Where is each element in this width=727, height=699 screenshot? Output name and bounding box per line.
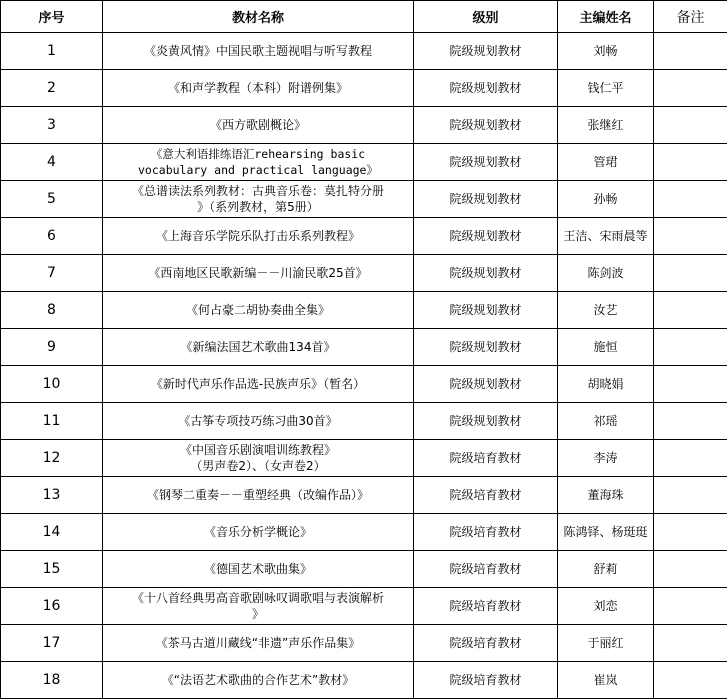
cell-no: 8 <box>1 292 103 329</box>
cell-editor: 陈剑波 <box>558 255 654 292</box>
cell-editor: 管珺 <box>558 144 654 181</box>
cell-level: 院级培育教材 <box>414 551 558 588</box>
cell-level: 院级规划教材 <box>414 107 558 144</box>
title-line: 》（系列教材，第5册） <box>105 199 411 215</box>
cell-editor: 胡晓娟 <box>558 366 654 403</box>
cell-level: 院级规划教材 <box>414 144 558 181</box>
cell-editor: 王洁、宋雨晨等 <box>558 218 654 255</box>
cell-note <box>654 477 727 514</box>
cell-no: 4 <box>1 144 103 181</box>
title-line: 《古筝专项技巧练习曲30首》 <box>105 413 411 429</box>
cell-title <box>103 440 414 477</box>
title-line: 《茶马古道川藏线“非遗”声乐作品集》 <box>105 635 411 651</box>
title-line: 《新编法国艺术歌曲134首》 <box>105 339 411 355</box>
cell-title <box>103 329 414 366</box>
title-line: 《“法语艺术歌曲的合作艺术”教材》 <box>105 672 411 688</box>
cell-editor: 陈鸿铎、杨珽珽 <box>558 514 654 551</box>
cell-note <box>654 403 727 440</box>
cell-note <box>654 514 727 551</box>
cell-level: 院级规划教材 <box>414 403 558 440</box>
title-line: （男声卷2）、（女声卷2） <box>105 458 411 474</box>
table-row <box>1 33 727 70</box>
table-body <box>1 33 727 699</box>
cell-title <box>103 107 414 144</box>
table-row <box>1 551 727 588</box>
cell-title <box>103 588 414 625</box>
cell-level: 院级培育教材 <box>414 514 558 551</box>
table-row <box>1 329 727 366</box>
cell-title <box>103 403 414 440</box>
cell-editor: 孙畅 <box>558 181 654 218</box>
cell-level: 院级规划教材 <box>414 70 558 107</box>
cell-level: 院级规划教材 <box>414 218 558 255</box>
table-row <box>1 440 727 477</box>
header-title: 教材名称 <box>103 1 414 33</box>
table-row <box>1 70 727 107</box>
title-line: vocabulary and practical language》 <box>105 162 411 178</box>
title-line: 《意大利语排练语汇rehearsing basic <box>105 146 411 162</box>
cell-no: 18 <box>1 662 103 699</box>
cell-level: 院级培育教材 <box>414 662 558 699</box>
cell-title <box>103 551 414 588</box>
cell-level: 院级规划教材 <box>414 366 558 403</box>
cell-note <box>654 33 727 70</box>
cell-title <box>103 144 414 181</box>
cell-title <box>103 366 414 403</box>
cell-level: 院级规划教材 <box>414 33 558 70</box>
cell-note <box>654 440 727 477</box>
title-line: 《和声学教程（本科）附谱例集》 <box>105 80 411 96</box>
table-row <box>1 218 727 255</box>
cell-editor: 刘恋 <box>558 588 654 625</box>
cell-editor: 刘畅 <box>558 33 654 70</box>
cell-note <box>654 181 727 218</box>
cell-note <box>654 662 727 699</box>
title-line: 《钢琴二重奏－－重塑经典（改编作品）》 <box>105 487 411 503</box>
cell-title <box>103 70 414 107</box>
header-level: 级别 <box>414 1 558 33</box>
title-line: 《中国音乐剧演唱训练教程》 <box>105 442 411 458</box>
cell-level: 院级培育教材 <box>414 625 558 662</box>
cell-title <box>103 292 414 329</box>
cell-editor: 施恒 <box>558 329 654 366</box>
cell-editor: 崔岚 <box>558 662 654 699</box>
cell-editor: 张继红 <box>558 107 654 144</box>
table-row <box>1 144 727 181</box>
cell-no: 13 <box>1 477 103 514</box>
cell-note <box>654 551 727 588</box>
table-row <box>1 514 727 551</box>
cell-editor: 李涛 <box>558 440 654 477</box>
title-line: 《何占豪二胡协奏曲全集》 <box>105 302 411 318</box>
table-row <box>1 181 727 218</box>
cell-note <box>654 292 727 329</box>
cell-level: 院级培育教材 <box>414 440 558 477</box>
cell-level: 院级规划教材 <box>414 181 558 218</box>
cell-title <box>103 255 414 292</box>
cell-editor: 汝艺 <box>558 292 654 329</box>
table-row <box>1 366 727 403</box>
cell-editor: 舒莉 <box>558 551 654 588</box>
title-line: 》 <box>105 606 411 622</box>
table-row <box>1 403 727 440</box>
header-no: 序号 <box>1 1 103 33</box>
cell-no: 12 <box>1 440 103 477</box>
cell-note <box>654 366 727 403</box>
table-row <box>1 588 727 625</box>
table-row <box>1 662 727 699</box>
cell-note <box>654 144 727 181</box>
cell-note <box>654 329 727 366</box>
cell-no: 5 <box>1 181 103 218</box>
cell-title <box>103 625 414 662</box>
cell-editor: 钱仁平 <box>558 70 654 107</box>
title-line: 《上海音乐学院乐队打击乐系列教程》 <box>105 228 411 244</box>
cell-no: 3 <box>1 107 103 144</box>
cell-no: 10 <box>1 366 103 403</box>
cell-editor: 于丽红 <box>558 625 654 662</box>
title-line: 《音乐分析学概论》 <box>105 524 411 540</box>
cell-note <box>654 218 727 255</box>
cell-editor: 董海珠 <box>558 477 654 514</box>
title-line: 《西南地区民歌新编－－川渝民歌25首》 <box>105 265 411 281</box>
cell-title <box>103 662 414 699</box>
table-row <box>1 255 727 292</box>
cell-note <box>654 70 727 107</box>
title-line: 《德国艺术歌曲集》 <box>105 561 411 577</box>
title-line: 《十八首经典男高音歌剧咏叹调歌唱与表演解析 <box>105 590 411 606</box>
table-row <box>1 292 727 329</box>
title-line: 《新时代声乐作品选-民族声乐》（暂名） <box>105 376 411 392</box>
cell-no: 9 <box>1 329 103 366</box>
cell-no: 11 <box>1 403 103 440</box>
cell-no: 7 <box>1 255 103 292</box>
cell-note <box>654 625 727 662</box>
title-line: 《西方歌剧概论》 <box>105 117 411 133</box>
cell-note <box>654 107 727 144</box>
title-line: 《总谱读法系列教材：古典音乐卷：莫扎特分册 <box>105 183 411 199</box>
cell-no: 6 <box>1 218 103 255</box>
cell-editor: 祁瑶 <box>558 403 654 440</box>
cell-no: 15 <box>1 551 103 588</box>
header-editor: 主编姓名 <box>558 1 654 33</box>
cell-note <box>654 255 727 292</box>
cell-level: 院级规划教材 <box>414 292 558 329</box>
cell-no: 1 <box>1 33 103 70</box>
cell-title <box>103 514 414 551</box>
table-row <box>1 625 727 662</box>
cell-no: 16 <box>1 588 103 625</box>
cell-title <box>103 218 414 255</box>
table-row <box>1 107 727 144</box>
cell-no: 2 <box>1 70 103 107</box>
cell-level: 院级规划教材 <box>414 255 558 292</box>
cell-no: 14 <box>1 514 103 551</box>
cell-note <box>654 588 727 625</box>
title-line: 《炎黄风情》中国民歌主题视唱与听写教程 <box>105 43 411 59</box>
cell-level: 院级培育教材 <box>414 477 558 514</box>
table-row <box>1 477 727 514</box>
header-row <box>1 1 727 33</box>
cell-level: 院级培育教材 <box>414 588 558 625</box>
cell-title <box>103 33 414 70</box>
cell-title <box>103 477 414 514</box>
header-note: 备注 <box>654 1 727 33</box>
cell-level: 院级规划教材 <box>414 329 558 366</box>
cell-no: 17 <box>1 625 103 662</box>
cell-title <box>103 181 414 218</box>
